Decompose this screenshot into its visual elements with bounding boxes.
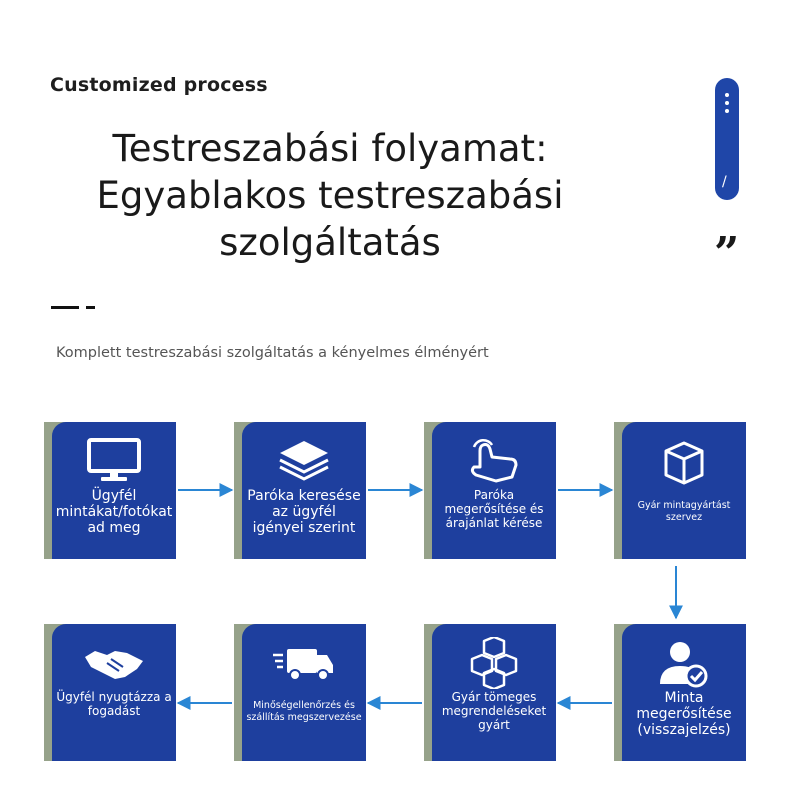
- subtitle: Komplett testreszabási szolgáltatás a kényelmes élményért: [56, 345, 489, 361]
- step-label: Paróka keresése az ügyfél igényei szerint: [247, 488, 361, 536]
- step-label: Gyár tömeges megrendeléseket gyárt: [441, 690, 547, 732]
- title-line-3: szolgáltatás: [219, 221, 441, 264]
- quote-mark-icon: ”: [714, 228, 740, 279]
- step-3: [424, 422, 556, 567]
- step-card: [52, 422, 176, 559]
- layers-icon: [276, 436, 332, 486]
- step-2: [234, 422, 366, 567]
- step-card: [622, 422, 746, 559]
- eyebrow-label: Customized process: [50, 74, 268, 96]
- step-label: Ügyfél mintákat/fotókat ad meg: [55, 488, 173, 536]
- step-label: Minta megerősítése (visszajelzés): [636, 690, 732, 738]
- step-7: [234, 624, 366, 769]
- user-check-icon: [656, 638, 712, 688]
- step-card: [432, 624, 556, 761]
- boxes-icon: [466, 638, 522, 688]
- step-5: [614, 624, 746, 769]
- step-card: [242, 422, 366, 559]
- step-card: [52, 624, 176, 761]
- handshake-icon: [81, 638, 147, 688]
- side-slash: /: [722, 174, 727, 190]
- step-label: Paróka megerősítése és árajánlat kérése: [444, 488, 544, 530]
- step-card: [242, 624, 366, 761]
- step-8: [44, 624, 176, 769]
- step-card: [432, 422, 556, 559]
- step-label: Gyár mintagyártást szervez: [637, 500, 731, 523]
- step-label: Minőségellenőrzés és szállítás megszervezése: [246, 700, 362, 723]
- step-label: Ügyfél nyugtázza a fogadást: [56, 690, 172, 718]
- step-6: [424, 624, 556, 769]
- hand-tap-icon: [466, 436, 522, 486]
- truck-icon: [271, 638, 337, 688]
- step-4: [614, 422, 746, 567]
- box-icon: [656, 436, 712, 486]
- step-card: [622, 624, 746, 761]
- monitor-icon: [84, 436, 144, 486]
- title-line-1: Testreszabási folyamat:: [112, 127, 548, 170]
- title-line-2: Egyablakos testreszabási: [96, 174, 564, 217]
- step-1: [44, 422, 176, 567]
